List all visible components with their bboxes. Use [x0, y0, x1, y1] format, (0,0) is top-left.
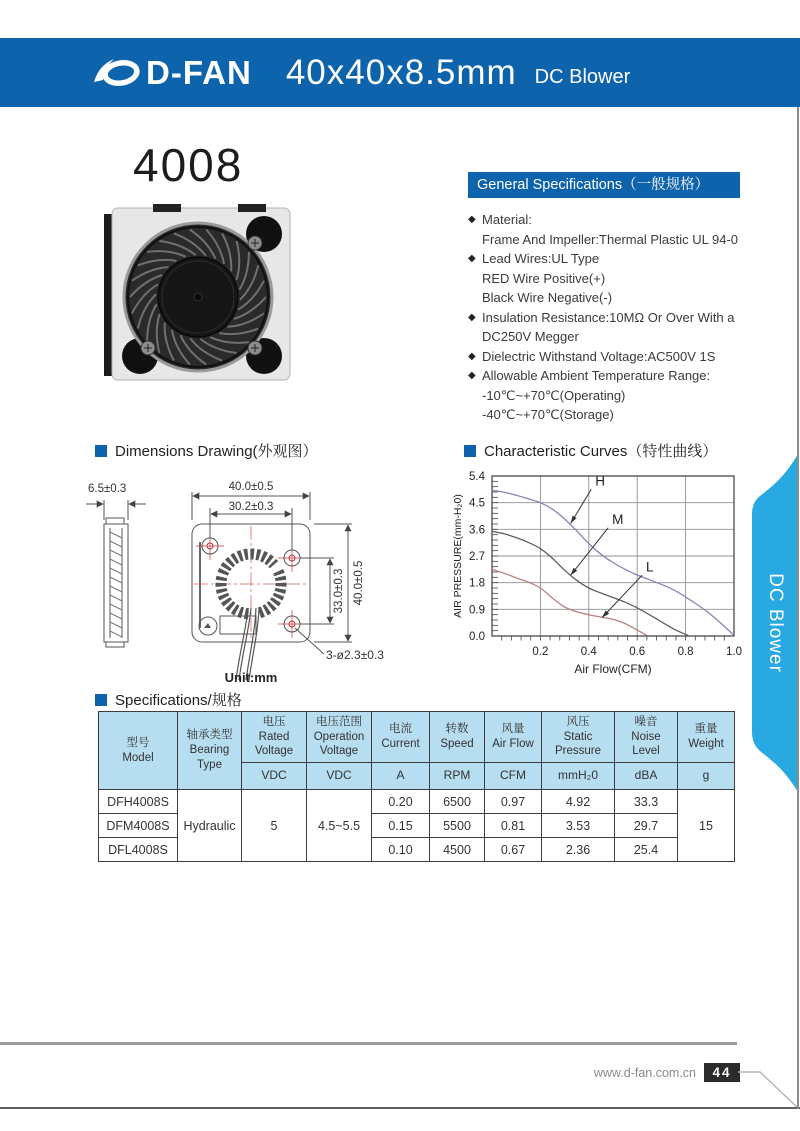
weight-cell: 15	[678, 790, 735, 862]
spec-line-text: -40℃~+70℃(Storage)	[482, 407, 614, 422]
spec-line-text: Allowable Ambient Temperature Range:	[482, 368, 711, 383]
svg-text:4.5: 4.5	[469, 497, 485, 510]
model-number: 4008	[133, 139, 244, 191]
rotation-mark	[199, 617, 217, 635]
current-cell: 0.10	[372, 838, 430, 862]
thickness-label: 6.5±0.3	[88, 483, 127, 495]
model-cell: DFL4008S	[99, 838, 178, 862]
general-specifications-title: General Specifications（一般规格）	[468, 172, 740, 198]
spec-line	[468, 386, 740, 406]
speed-cell: 4500	[430, 838, 485, 862]
airflow-cell: 0.97	[485, 790, 542, 814]
svg-text:0.6: 0.6	[629, 646, 646, 658]
dimensions-drawing	[80, 458, 452, 690]
airflow-cell: 0.81	[485, 814, 542, 838]
blue-square-icon	[464, 445, 476, 457]
column-unit: dBA	[615, 763, 678, 790]
hole-span-label: 30.2±0.3	[228, 501, 274, 513]
hole-height-label: 33.0±0.3	[333, 568, 345, 614]
side-view-hatch	[110, 532, 122, 637]
page-number-badge: 44	[704, 1063, 740, 1082]
footer-divider	[0, 1042, 737, 1045]
thickness-dimension	[86, 500, 146, 520]
bullet-spacer	[468, 288, 482, 308]
svg-text:2.7: 2.7	[469, 551, 485, 563]
dc-blower-tab-label: DC Blower	[765, 573, 786, 673]
spec-line-text: DC250V Megger	[482, 329, 579, 344]
fan-photo	[98, 200, 294, 392]
header-bar	[0, 38, 800, 107]
column-unit: A	[372, 763, 430, 790]
svg-text:1.0: 1.0	[726, 646, 742, 658]
general-specifications-section	[468, 172, 740, 425]
noise-cell: 25.4	[615, 838, 678, 862]
rated-voltage-cell: 5	[242, 790, 307, 862]
model-cell: DFH4008S	[99, 790, 178, 814]
spec-line-text: Insulation Resistance:10MΩ Or Over With a	[482, 309, 735, 325]
spec-line-text: Lead Wires:UL Type	[482, 251, 600, 266]
current-cell: 0.15	[372, 814, 430, 838]
airflow-cell: 0.67	[485, 838, 542, 862]
website-link[interactable]: www.d-fan.com.cn	[593, 1065, 696, 1080]
svg-text:M: M	[612, 511, 624, 527]
corner-flourish	[736, 1062, 800, 1110]
dc-blower-tab	[752, 452, 798, 794]
spec-line	[468, 230, 740, 250]
curves-heading-label: Characteristic Curves（特性曲线）	[484, 443, 718, 460]
general-spec-list	[468, 210, 740, 425]
column-unit: VDC	[307, 763, 372, 790]
svg-text:0.9: 0.9	[469, 604, 485, 617]
svg-text:5.4: 5.4	[469, 471, 485, 483]
table-row	[99, 790, 735, 814]
svg-text:0.4: 0.4	[580, 646, 597, 658]
width-label: 40.0±0.5	[228, 481, 274, 493]
current-cell: 0.20	[372, 790, 430, 814]
column-header: 转数 Speed	[430, 712, 485, 763]
spec-line	[468, 366, 740, 386]
svg-text:3.6: 3.6	[469, 524, 485, 537]
noise-cell: 33.3	[615, 790, 678, 814]
fan-swirl-icon	[92, 55, 142, 91]
spec-line	[468, 249, 740, 269]
spec-line-text: Black Wire Negative(-)	[482, 290, 613, 305]
column-header: 轴承类型 Bearing Type	[178, 712, 242, 790]
svg-text:0.8: 0.8	[677, 646, 694, 658]
blue-square-icon	[95, 694, 107, 706]
spec-line	[468, 347, 740, 367]
bullet-spacer	[468, 386, 482, 406]
noise-cell: 29.7	[615, 814, 678, 838]
spec-table	[98, 711, 735, 862]
spec-line	[468, 308, 740, 328]
diamond-bullet-icon: ◆	[468, 350, 476, 362]
height-label: 40.0±0.5	[353, 560, 365, 606]
model-cell: DFM4008S	[99, 814, 178, 838]
bullet-spacer	[468, 230, 482, 250]
column-header: 电流 Current	[372, 712, 430, 763]
bullet-spacer	[468, 405, 482, 425]
dimensions-heading-label: Dimensions Drawing(外观图）	[115, 443, 318, 460]
column-unit: g	[678, 763, 735, 790]
bullet-spacer	[468, 327, 482, 347]
svg-text:0.2: 0.2	[532, 646, 549, 658]
spec-line	[468, 288, 740, 308]
column-header: 重量 Weight	[678, 712, 735, 763]
column-header: 电压 Rated Voltage	[242, 712, 307, 763]
unit-label: Unit:mm	[224, 670, 278, 685]
diamond-bullet-icon: ◆	[468, 214, 476, 225]
column-header: 型号 Model	[99, 712, 178, 790]
bullet-spacer	[468, 269, 482, 289]
spec-line-text: Dielectric Withstand Voltage:AC500V 1S	[482, 348, 716, 364]
speed-cell: 6500	[430, 790, 485, 814]
column-unit: mmH₂0	[542, 763, 615, 790]
specifications-heading	[95, 689, 242, 710]
column-unit: VDC	[242, 763, 307, 790]
svg-text:AIR PRESSURE(mm-H₂0): AIR PRESSURE(mm-H₂0)	[452, 494, 464, 618]
bottom-border	[0, 1107, 800, 1109]
column-unit: RPM	[430, 763, 485, 790]
right-border	[797, 107, 799, 1109]
column-header: 电压范围 Operation Voltage	[307, 712, 372, 763]
speed-cell: 5500	[430, 814, 485, 838]
diamond-bullet-icon: ◆	[468, 370, 476, 381]
brand-name: D-FAN	[146, 53, 252, 91]
svg-text:1.8: 1.8	[469, 577, 485, 590]
blue-square-icon	[95, 445, 107, 457]
product-type: DC Blower	[534, 66, 631, 88]
footer	[460, 1063, 740, 1082]
pressure-cell: 4.92	[542, 790, 615, 814]
curves-heading	[464, 440, 717, 461]
bearing-cell: Hydraulic	[178, 790, 242, 862]
side-view	[104, 518, 128, 647]
spec-line-text: Material:	[482, 212, 532, 227]
brand-logo	[92, 54, 252, 92]
diamond-bullet-icon: ◆	[468, 311, 476, 323]
column-header: 噪音 Noise Level	[615, 712, 678, 763]
specifications-heading-label: Specifications/规格	[115, 692, 242, 709]
column-unit: CFM	[485, 763, 542, 790]
operation-voltage-cell: 4.5~5.5	[307, 790, 372, 862]
spec-line	[468, 269, 740, 289]
spec-line	[468, 405, 740, 425]
spec-line	[468, 327, 740, 347]
characteristic-chart	[446, 464, 746, 682]
product-size-title: 40x40x8.5mm	[285, 52, 517, 92]
column-header: 风压 Static Pressure	[542, 712, 615, 763]
svg-text:0.0: 0.0	[469, 631, 485, 643]
pressure-cell: 3.53	[542, 814, 615, 838]
spec-line	[468, 210, 740, 230]
diamond-bullet-icon: ◆	[468, 253, 476, 264]
svg-text:H: H	[595, 473, 605, 489]
spec-line-text: Frame And Impeller:Thermal Plastic UL 94-0	[482, 231, 739, 247]
holes-label: 3-ø2.3±0.3	[326, 648, 384, 662]
pressure-cell: 2.36	[542, 838, 615, 862]
svg-text:L: L	[646, 559, 654, 575]
spec-line-text: RED Wire Positive(+)	[482, 270, 606, 286]
svg-text:Air Flow(CFM): Air Flow(CFM)	[574, 662, 652, 676]
spec-line-text: -10℃~+70℃(Operating)	[482, 387, 626, 403]
column-header: 风量 Air Flow	[485, 712, 542, 763]
